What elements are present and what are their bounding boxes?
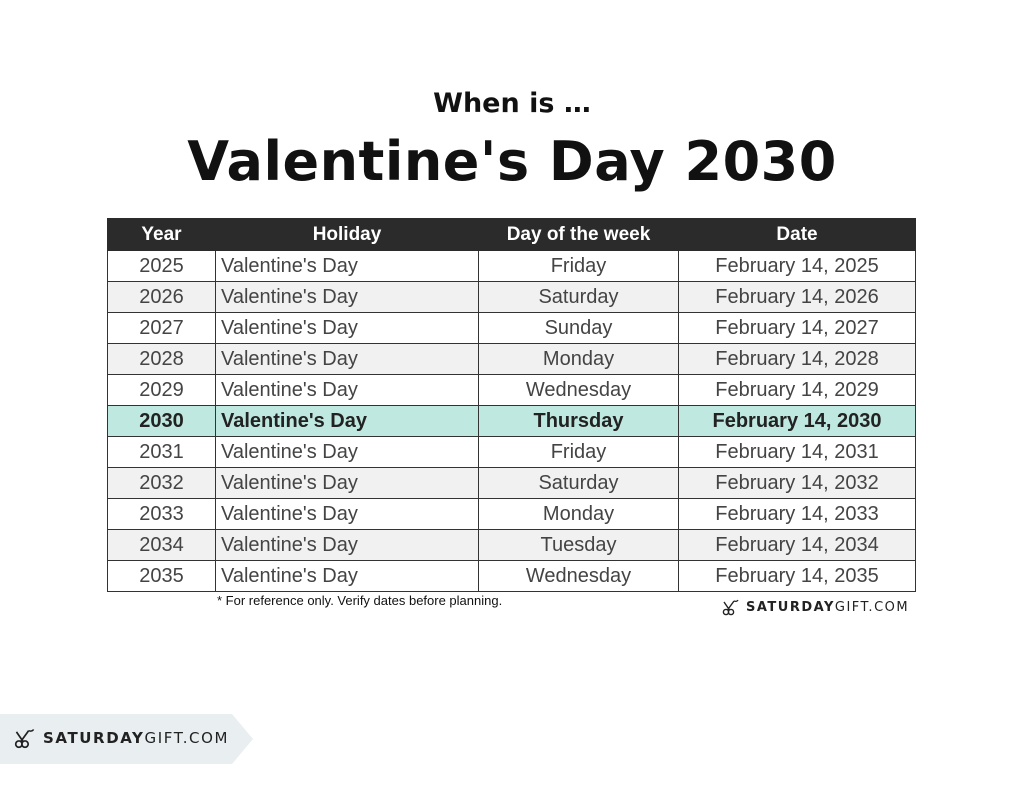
day-cell: Tuesday: [479, 530, 679, 561]
holiday-cell: Valentine's Day: [216, 251, 479, 282]
holiday-cell: Valentine's Day: [216, 437, 479, 468]
day-cell: Friday: [479, 437, 679, 468]
brand-name-light: GIFT.COM: [834, 599, 910, 615]
holiday-cell: Valentine's Day: [216, 468, 479, 499]
year-cell: 2028: [108, 344, 216, 375]
table-row: [108, 313, 916, 344]
holiday-cell: Valentine's Day: [216, 282, 479, 313]
brand-name-light: GIFT.COM: [144, 729, 230, 747]
date-cell: February 14, 2034: [679, 530, 916, 561]
table-row: [108, 468, 916, 499]
column-header-holiday: Holiday: [216, 219, 479, 251]
page-title: Valentine's Day 2030: [187, 130, 837, 193]
day-cell: Monday: [479, 499, 679, 530]
subtitle: When is …: [433, 88, 591, 119]
holiday-cell: Valentine's Day: [216, 499, 479, 530]
table-row: [108, 282, 916, 313]
year-cell: 2032: [108, 468, 216, 499]
column-header-day-of-week: Day of the week: [479, 219, 679, 251]
year-cell: 2034: [108, 530, 216, 561]
valentines-day-table: [107, 218, 916, 592]
table-row: [108, 530, 916, 561]
year-cell: 2027: [108, 313, 216, 344]
holiday-cell: Valentine's Day: [216, 375, 479, 406]
date-cell: February 14, 2035: [679, 561, 916, 592]
day-cell: Sunday: [479, 313, 679, 344]
table-row-highlighted: [108, 406, 916, 437]
holiday-cell: Valentine's Day: [216, 561, 479, 592]
date-cell: February 14, 2027: [679, 313, 916, 344]
holiday-cell: Valentine's Day: [216, 530, 479, 561]
holiday-cell: Valentine's Day: [216, 313, 479, 344]
date-cell: February 14, 2028: [679, 344, 916, 375]
year-cell: 2026: [108, 282, 216, 313]
brand-name-bold: SATURDAY: [746, 599, 835, 615]
day-cell: Saturday: [479, 282, 679, 313]
day-cell: Saturday: [479, 468, 679, 499]
holiday-cell: Valentine's Day: [216, 344, 479, 375]
year-cell: 2033: [108, 499, 216, 530]
holiday-cell: Valentine's Day: [216, 406, 479, 437]
footnote: * For reference only. Verify dates before planning.: [217, 593, 503, 608]
table-row: [108, 561, 916, 592]
date-cell: February 14, 2030: [679, 406, 916, 437]
brand-logo-large[interactable]: [14, 727, 229, 749]
year-cell: 2025: [108, 251, 216, 282]
column-header-date: Date: [679, 219, 916, 251]
year-cell: 2029: [108, 375, 216, 406]
table-header-row: [108, 219, 916, 251]
date-cell: February 14, 2031: [679, 437, 916, 468]
date-cell: February 14, 2026: [679, 282, 916, 313]
table-row: [108, 344, 916, 375]
table-row: [108, 437, 916, 468]
column-header-year: Year: [108, 219, 216, 251]
table-row: [108, 375, 916, 406]
day-cell: Friday: [479, 251, 679, 282]
year-cell: 2031: [108, 437, 216, 468]
day-cell: Monday: [479, 344, 679, 375]
day-cell: Wednesday: [479, 561, 679, 592]
scissors-ribbon-icon: [722, 598, 740, 616]
date-cell: February 14, 2025: [679, 251, 916, 282]
table-row: [108, 499, 916, 530]
table-row: [108, 251, 916, 282]
day-cell: Wednesday: [479, 375, 679, 406]
year-cell: 2035: [108, 561, 216, 592]
date-cell: February 14, 2029: [679, 375, 916, 406]
day-cell: Thursday: [479, 406, 679, 437]
brand-logo-small[interactable]: [722, 598, 909, 616]
scissors-ribbon-icon: [14, 727, 36, 749]
date-cell: February 14, 2032: [679, 468, 916, 499]
date-cell: February 14, 2033: [679, 499, 916, 530]
brand-name-bold: SATURDAY: [43, 729, 145, 747]
year-cell: 2030: [108, 406, 216, 437]
